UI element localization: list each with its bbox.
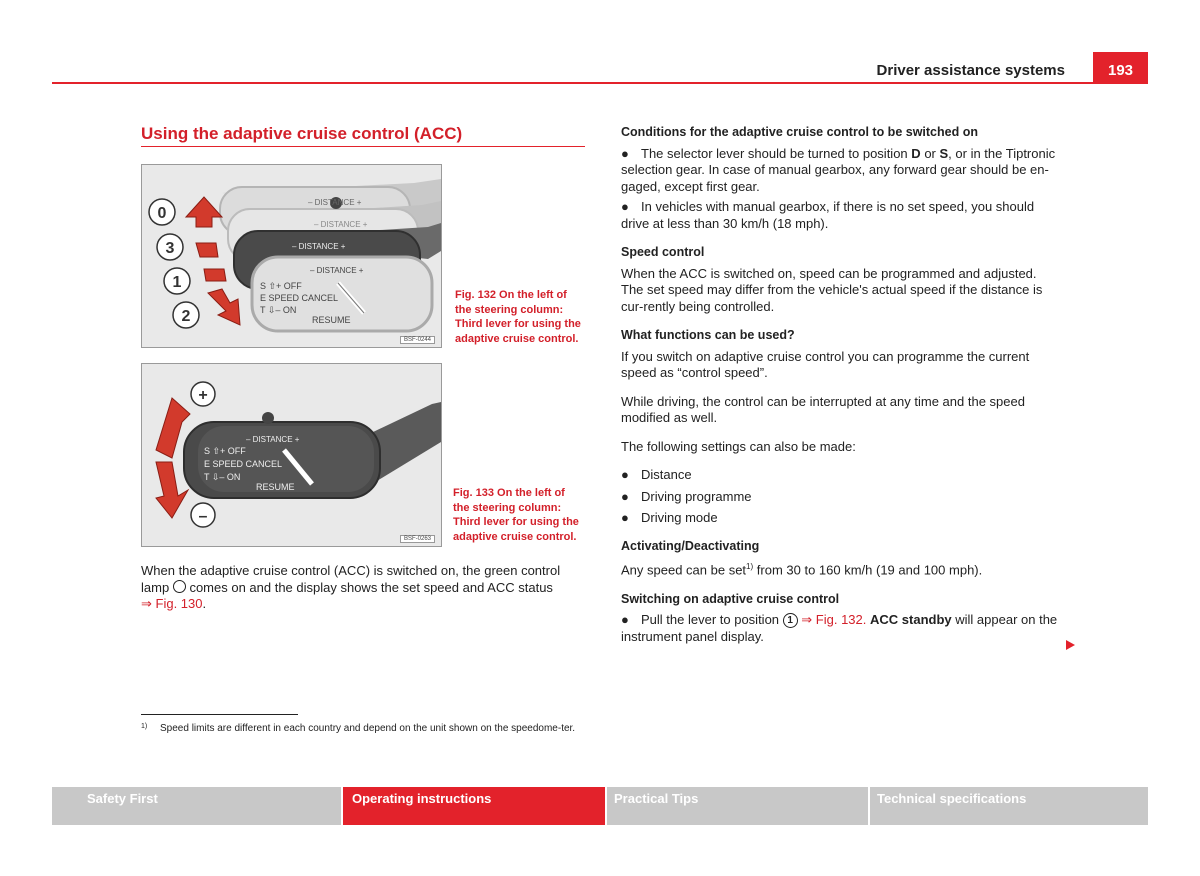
svg-text:– DISTANCE +: – DISTANCE + — [314, 220, 368, 229]
svg-text:1: 1 — [172, 274, 182, 291]
functions-text-3: The following settings can also be made: — [621, 438, 856, 454]
svg-text:T ⇩– ON: T ⇩– ON — [204, 472, 241, 482]
page-number: 193 — [1093, 52, 1148, 84]
list-item: ● Driving programme — [621, 488, 752, 504]
svg-text:S ⇧+ OFF: S ⇧+ OFF — [260, 281, 302, 291]
position-1-badge: 1 — [783, 613, 798, 628]
svg-text:–: – — [198, 508, 208, 525]
svg-text:2: 2 — [181, 308, 191, 325]
condition-item: ● The selector lever should be turned to position D or S, or in the Tiptronic selection gear. In case of manual gearbox, any forward gear should be en-gaged, except first gear. — [621, 145, 1056, 194]
settings-list — [621, 467, 1061, 527]
svg-text:E SPEED CANCEL: E SPEED CANCEL — [204, 459, 283, 469]
figure-133-illustration — [142, 364, 441, 546]
control-lamp-icon — [173, 580, 186, 593]
svg-text:T ⇩– ON: T ⇩– ON — [260, 305, 297, 315]
switching-on-heading: Switching on adaptive cruise control — [621, 591, 840, 606]
condition-item: ● In vehicles with manual gearbox, if there is no set speed, you should drive at less than 30 km/h (18 mph). — [621, 199, 1035, 231]
svg-text:+: + — [198, 387, 208, 404]
heading-rule — [141, 146, 585, 147]
minus-marker — [191, 503, 215, 527]
speed-control-heading: Speed control — [621, 245, 705, 259]
svg-text:– DISTANCE +: – DISTANCE + — [310, 266, 364, 275]
lever — [184, 402, 441, 498]
functions-text-1: If you switch on adaptive cruise control you can programme the current speed as “control speed”. — [621, 348, 1030, 380]
tab-technical-specifications[interactable]: Technical specifications — [870, 787, 1148, 825]
footnote-rule — [141, 714, 298, 715]
lever-stack — [220, 179, 441, 331]
fig-130-link[interactable]: ⇒ Fig. 130 — [141, 596, 203, 611]
section-title: Driver assistance systems — [876, 62, 1065, 79]
continue-arrow-icon — [1066, 640, 1075, 650]
svg-text:E SPEED CANCEL: E SPEED CANCEL — [260, 293, 339, 303]
figure-code: BSF-0263 — [400, 535, 435, 543]
switching-on-item: ● Pull the lever to position 1 ⇒ Fig. 132. ACC standby will appear on the instrument panel display. — [621, 612, 1058, 644]
position-3-marker — [157, 234, 183, 260]
fig-132-link[interactable]: ⇒ Fig. 132. — [801, 612, 867, 628]
plus-marker — [191, 382, 215, 406]
svg-text:– DISTANCE +: – DISTANCE + — [308, 198, 362, 207]
acc-intro-paragraph: When the adaptive cruise control (ACC) is switched on, the green control lamp comes on and the display shows the set speed and ACC status ⇒ Fig. 130. — [141, 563, 561, 611]
tab-operating-instructions[interactable]: Operating instructions — [343, 787, 605, 825]
svg-text:S ⇧+ OFF: S ⇧+ OFF — [204, 446, 246, 456]
figure-code: BSF-0244 — [400, 336, 435, 344]
position-2-marker — [173, 302, 199, 328]
list-item: ● Driving mode — [621, 510, 718, 525]
conditions-heading: Conditions for the adaptive cruise control to be switched on — [621, 125, 978, 139]
tab-practical-tips[interactable]: Practical Tips — [607, 787, 868, 825]
figure-133-caption: Fig. 133 On the left of the steering column: Third lever for using the adaptive cruise control. — [453, 487, 579, 543]
main-heading: Using the adaptive cruise control (ACC) — [141, 124, 463, 143]
svg-text:0: 0 — [157, 205, 167, 222]
figure-132-illustration — [142, 165, 441, 347]
svg-text:3: 3 — [165, 240, 175, 257]
figure-132 — [141, 164, 442, 348]
position-1-marker — [164, 268, 190, 294]
position-0-marker — [149, 199, 175, 225]
speed-control-text: When the ACC is switched on, speed can be programmed and adjusted. The set speed may differ from the vehicle's actual speed if the distance is cur-rently being controlled. — [621, 265, 1043, 314]
svg-text:– DISTANCE +: – DISTANCE + — [246, 435, 300, 444]
list-item: ● Distance — [621, 467, 692, 482]
figure-132-caption: Fig. 132 On the left of the steering column: Third lever for using the adaptive cruise control. — [455, 289, 581, 345]
svg-text:RESUME: RESUME — [256, 482, 295, 492]
tab-safety-first[interactable]: Safety First — [52, 787, 341, 825]
header-rule — [52, 82, 1148, 84]
svg-text:– DISTANCE +: – DISTANCE + — [292, 242, 346, 251]
footnote: 1) Speed limits are different in each country and depend on the unit shown on the speedome-ter. — [141, 723, 576, 734]
activating-text: Any speed can be set$^{1)}$ from 30 to 160 km/h (19 and 100 mph). — [621, 562, 983, 578]
figure-133 — [141, 363, 442, 547]
right-column — [621, 124, 1061, 649]
functions-text-2: While driving, the control can be interrupted at any time and the speed modified as well. — [621, 393, 1025, 425]
functions-heading: What functions can be used? — [621, 328, 795, 342]
activating-heading: Activating/Deactivating — [621, 538, 760, 553]
svg-text:RESUME: RESUME — [312, 315, 351, 325]
